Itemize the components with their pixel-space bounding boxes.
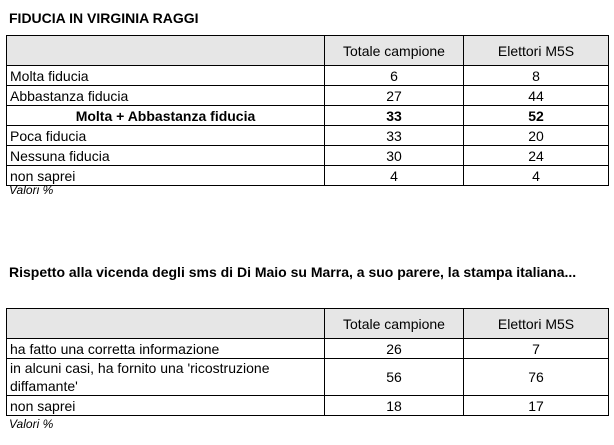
- header-elettori-m5s: Elettori M5S: [464, 309, 609, 339]
- row-m5s-value: 76: [464, 359, 609, 396]
- table-row-total: [7, 106, 609, 126]
- row-m5s-value: 52: [464, 106, 609, 126]
- table-row: [7, 146, 609, 166]
- row-m5s-value: 20: [464, 126, 609, 146]
- row-totale-value: 30: [325, 146, 464, 166]
- row-totale-value: 33: [325, 106, 464, 126]
- row-m5s-value: 17: [464, 396, 609, 416]
- row-totale-value: 4: [325, 166, 464, 186]
- row-m5s-value: 4: [464, 166, 609, 186]
- row-label: in alcuni casi, ha fornito una 'ricostruzione diffamante': [7, 359, 325, 396]
- row-totale-value: 33: [325, 126, 464, 146]
- table1-note: Valori %: [9, 183, 54, 197]
- row-label: Molta fiducia: [7, 66, 325, 86]
- row-totale-value: 56: [325, 359, 464, 396]
- row-m5s-value: 8: [464, 66, 609, 86]
- table-row: [7, 86, 609, 106]
- row-label: Nessuna fiducia: [7, 146, 325, 166]
- row-label: Poca fiducia: [7, 126, 325, 146]
- row-label: Abbastanza fiducia: [7, 86, 325, 106]
- row-m5s-value: 44: [464, 86, 609, 106]
- row-totale-value: 6: [325, 66, 464, 86]
- row-label: non saprei: [7, 166, 325, 186]
- table1-title: FIDUCIA IN VIRGINIA RAGGI: [9, 10, 199, 26]
- table-row: [7, 66, 609, 86]
- header-totale-campione: Totale campione: [325, 309, 464, 339]
- header-elettori-m5s: Elettori M5S: [464, 36, 609, 66]
- header-empty-cell: [7, 309, 325, 339]
- stampa-table: [6, 308, 609, 416]
- table-row: [7, 339, 609, 359]
- table-row: [7, 359, 609, 396]
- table2-note: Valori %: [9, 417, 54, 431]
- row-totale-value: 26: [325, 339, 464, 359]
- row-label: non saprei: [7, 396, 325, 416]
- row-m5s-value: 24: [464, 146, 609, 166]
- row-m5s-value: 7: [464, 339, 609, 359]
- table-header-row: [7, 36, 609, 66]
- header-empty-cell: [7, 36, 325, 66]
- table-row: [7, 166, 609, 186]
- row-totale-value: 18: [325, 396, 464, 416]
- row-totale-value: 27: [325, 86, 464, 106]
- table-header-row: [7, 309, 609, 339]
- table2-title: Rispetto alla vicenda degli sms di Di Maio su Marra, a suo parere, la stampa italiana...: [9, 264, 577, 280]
- row-label: ha fatto una corretta informazione: [7, 339, 325, 359]
- table-row: [7, 126, 609, 146]
- table-row: [7, 396, 609, 416]
- fiducia-table: [6, 35, 609, 186]
- header-totale-campione: Totale campione: [325, 36, 464, 66]
- row-label: Molta + Abbastanza fiducia: [7, 106, 325, 126]
